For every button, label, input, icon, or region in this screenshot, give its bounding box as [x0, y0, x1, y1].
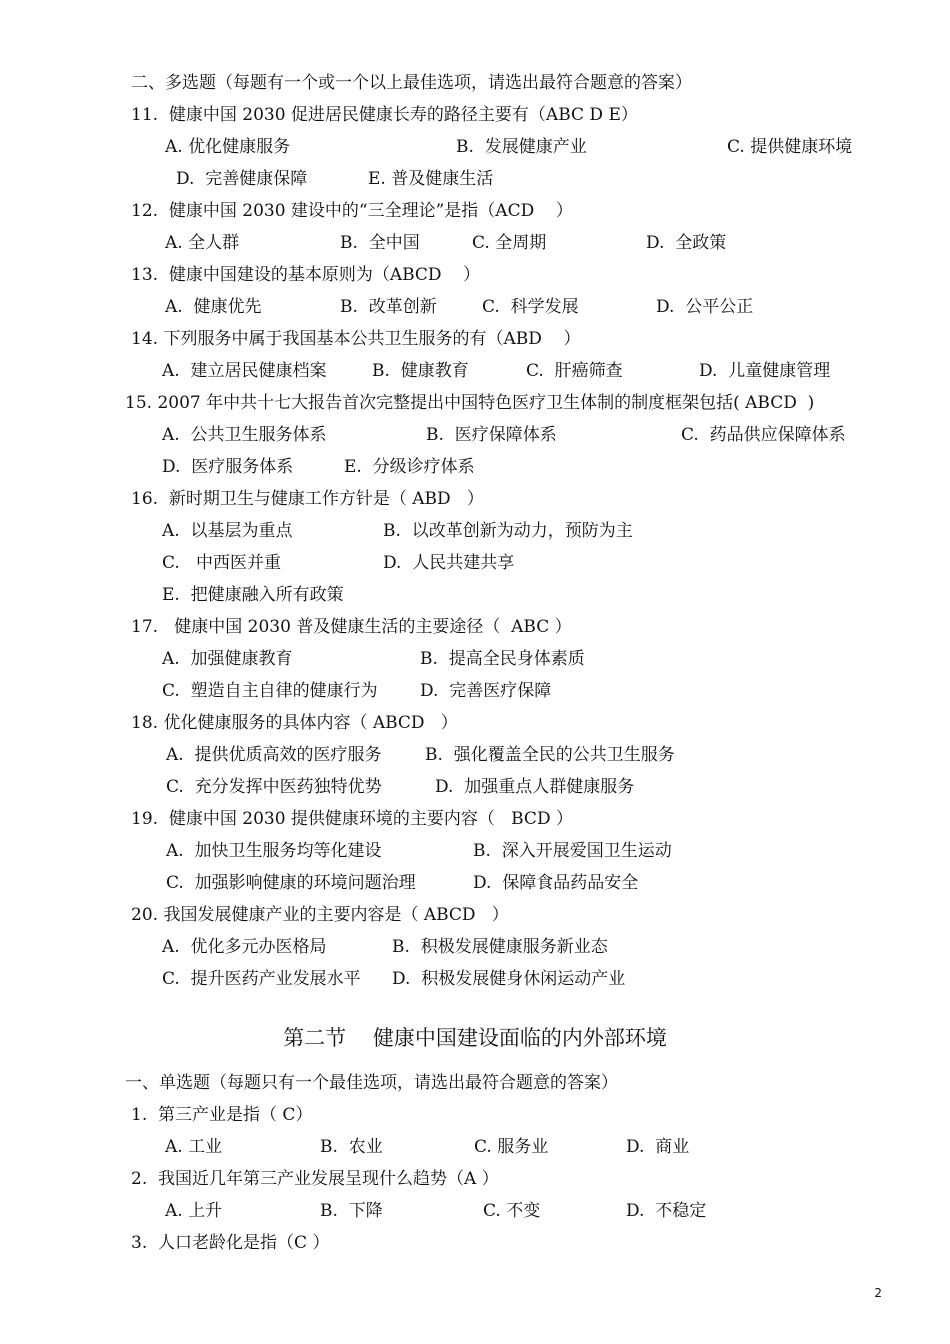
option: C. 不变 — [483, 1201, 541, 1221]
option: A. 上升 — [165, 1201, 223, 1221]
option: D. 保障食品药品安全 — [473, 873, 639, 893]
single-question-1: 1. 第三产业是指（ C） — [131, 1105, 313, 1125]
option: D. 不稳定 — [626, 1201, 707, 1221]
option: A. 提供优质高效的医疗服务 — [166, 745, 382, 765]
option: D. 公平公正 — [656, 297, 754, 317]
option: B. 下降 — [320, 1201, 383, 1221]
option: D. 商业 — [626, 1137, 690, 1157]
question-13: 13. 健康中国建设的基本原则为（ABCD ） — [131, 265, 481, 285]
option: C. 全周期 — [472, 233, 547, 253]
option: D. 完善健康保障 — [176, 169, 308, 189]
option: C. 药品供应保障体系 — [681, 425, 846, 445]
option: D. 积极发展健身休闲运动产业 — [392, 969, 626, 989]
option: B. 强化覆盖全民的公共卫生服务 — [425, 745, 675, 765]
option: A. 加快卫生服务均等化建设 — [166, 841, 382, 861]
option: B. 全中国 — [340, 233, 420, 253]
option: A. 公共卫生服务体系 — [162, 425, 327, 445]
question-17: 17. 健康中国 2030 普及健康生活的主要途径（ ABC ） — [131, 617, 572, 637]
option: D. 医疗服务体系 — [162, 457, 294, 477]
option: B. 健康教育 — [372, 361, 469, 381]
option: D. 人民共建共享 — [383, 553, 515, 573]
question-14: 14. 下列服务中属于我国基本公共卫生服务的有（ABD ） — [131, 329, 581, 349]
option: C. 塑造自主自律的健康行为 — [162, 681, 378, 701]
option: B. 改革创新 — [340, 297, 437, 317]
page-number: 2 — [874, 1286, 882, 1300]
option: A. 加强健康教育 — [162, 649, 293, 669]
single-question-3: 3. 人口老龄化是指（C ） — [131, 1233, 330, 1253]
option: E. 分级诊疗体系 — [344, 457, 475, 477]
option: E. 把健康融入所有政策 — [162, 585, 344, 605]
option: A. 以基层为重点 — [162, 521, 293, 541]
option: C. 加强影响健康的环境问题治理 — [166, 873, 416, 893]
option: A. 优化多元办医格局 — [162, 937, 327, 957]
option: B. 发展健康产业 — [456, 137, 587, 157]
option: A. 健康优先 — [165, 297, 262, 317]
option: C. 肝癌筛查 — [526, 361, 623, 381]
option: C. 中西医并重 — [162, 553, 282, 573]
question-11: 11. 健康中国 2030 促进居民健康长寿的路径主要有（ABC D E） — [131, 105, 638, 125]
option: B. 深入开展爱国卫生运动 — [473, 841, 672, 861]
option: C. 提升医药产业发展水平 — [162, 969, 361, 989]
option: C. 科学发展 — [482, 297, 579, 317]
option: D. 儿童健康管理 — [699, 361, 831, 381]
option: E. 普及健康生活 — [368, 169, 494, 189]
question-20: 20. 我国发展健康产业的主要内容是（ ABCD ） — [131, 905, 509, 925]
option: B. 医疗保障体系 — [426, 425, 557, 445]
option: B. 以改革创新为动力，预防为主 — [383, 521, 633, 541]
question-16: 16. 新时期卫生与健康工作方针是（ ABD ） — [131, 489, 484, 509]
option: C. 提供健康环境 — [727, 137, 853, 157]
option: B. 农业 — [320, 1137, 383, 1157]
option: B. 提高全民身体素质 — [420, 649, 585, 669]
single-question-2: 2. 我国近几年第三产业发展呈现什么趋势（A ） — [131, 1169, 499, 1189]
question-12: 12. 健康中国 2030 建设中的“三全理论”是指（ACD ） — [131, 201, 573, 221]
option: C. 服务业 — [474, 1137, 549, 1157]
question-15: 15. 2007 年中共十七大报告首次完整提出中国特色医疗卫生体制的制度框架包括( ABCD ) — [125, 393, 815, 413]
option: D. 全政策 — [646, 233, 727, 253]
option: B. 积极发展健康服务新业态 — [392, 937, 608, 957]
option: A. 全人群 — [165, 233, 240, 253]
option: A. 建立居民健康档案 — [162, 361, 327, 381]
option: A. 工业 — [165, 1137, 223, 1157]
question-18: 18. 优化健康服务的具体内容（ ABCD ） — [131, 713, 458, 733]
option: D. 加强重点人群健康服务 — [435, 777, 635, 797]
section-title: 第二节 健康中国建设面临的内外部环境 — [283, 1026, 667, 1050]
option: A. 优化健康服务 — [165, 137, 291, 157]
option: C. 充分发挥中医药独特优势 — [166, 777, 382, 797]
question-19: 19. 健康中国 2030 提供健康环境的主要内容（ BCD ） — [131, 809, 573, 829]
multi-choice-heading: 二、多选题（每题有一个或一个以上最佳选项，请选出最符合题意的答案） — [131, 73, 692, 93]
option: D. 完善医疗保障 — [420, 681, 552, 701]
single-choice-heading: 一、单选题（每题只有一个最佳选项，请选出最符合题意的答案） — [125, 1073, 618, 1093]
